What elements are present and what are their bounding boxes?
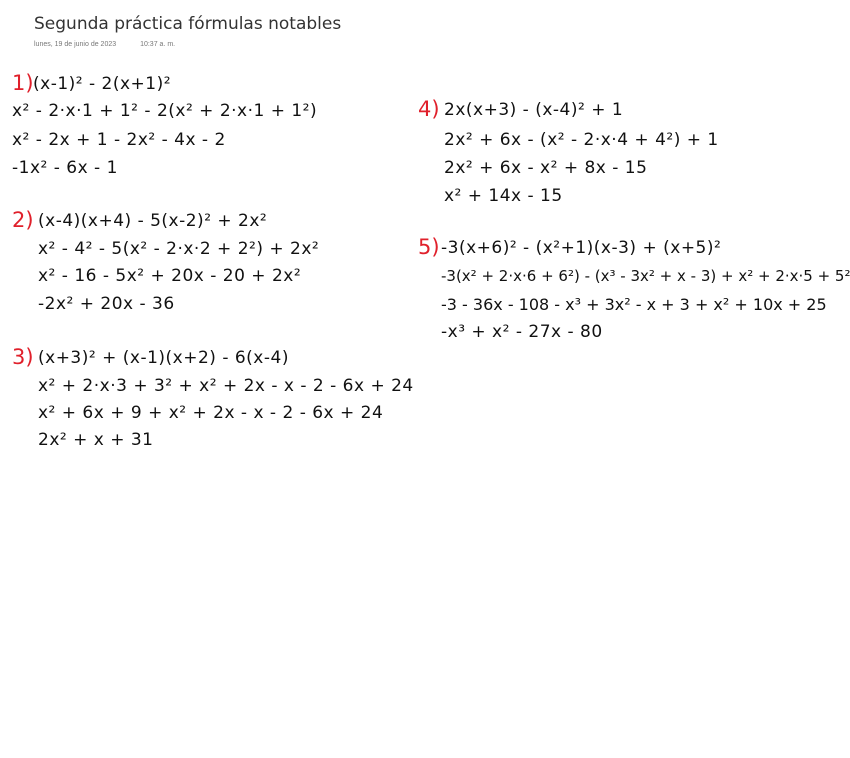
problem-number: 4) bbox=[418, 97, 440, 121]
problem-1-line-3: x² - 2x + 1 - 2x² - 4x - 2 bbox=[12, 130, 226, 150]
problem-1-line-2: x² - 2·x·1 + 1² - 2(x² + 2·x·1 + 1²) bbox=[12, 101, 318, 121]
problem-5-line-2: -3(x² + 2·x·6 + 6²) - (x³ - 3x² + x - 3) + x² + 2·x·5 + 5² bbox=[441, 267, 850, 285]
problem-1-line-4: -1x² - 6x - 1 bbox=[12, 158, 118, 178]
problem-number: 2) bbox=[12, 208, 34, 232]
problem-4-line-3: 2x² + 6x - x² + 8x - 15 bbox=[444, 158, 648, 178]
problem-4-line-2: 2x² + 6x - (x² - 2·x·4 + 4²) + 1 bbox=[444, 130, 719, 150]
page-date: lunes, 19 de junio de 2023 bbox=[34, 41, 117, 48]
problem-3-line-1: (x+3)² + (x-1)(x+2) - 6(x-4) bbox=[38, 348, 289, 368]
problem-3-line-2: x² + 2·x·3 + 3² + x² + 2x - x - 2 - 6x + 24 bbox=[38, 376, 414, 396]
problem-2-line-3: x² - 16 - 5x² + 20x - 20 + 2x² bbox=[38, 266, 302, 286]
problem-5-line-3: -3 - 36x - 108 - x³ + 3x² - x + 3 + x² + 10x + 25 bbox=[441, 295, 827, 314]
problem-3-line-3: x² + 6x + 9 + x² + 2x - x - 2 - 6x + 24 bbox=[38, 403, 384, 423]
problem-number: 3) bbox=[12, 345, 34, 369]
problem-4-line-4: x² + 14x - 15 bbox=[444, 186, 563, 206]
problem-4-line-1: 2x(x+3) - (x-4)² + 1 bbox=[444, 100, 624, 120]
page-timestamp bbox=[34, 41, 175, 48]
page-title: Segunda práctica fórmulas notables bbox=[34, 14, 342, 34]
problem-2-line-2: x² - 4² - 5(x² - 2·x·2 + 2²) + 2x² bbox=[38, 239, 320, 259]
page-time: 10:37 a. m. bbox=[140, 41, 176, 48]
problem-number: 1) bbox=[12, 71, 34, 95]
problem-2-line-1: (x-4)(x+4) - 5(x-2)² + 2x² bbox=[38, 211, 268, 231]
problem-5-line-1: -3(x+6)² - (x²+1)(x-3) + (x+5)² bbox=[441, 238, 722, 258]
problem-1-line-1: (x-1)² - 2(x+1)² bbox=[33, 74, 172, 94]
problem-2-line-4: -2x² + 20x - 36 bbox=[38, 294, 175, 314]
problem-5-line-4: -x³ + x² - 27x - 80 bbox=[441, 322, 603, 342]
problem-3-line-4: 2x² + x + 31 bbox=[38, 430, 154, 450]
problem-number: 5) bbox=[418, 235, 440, 259]
